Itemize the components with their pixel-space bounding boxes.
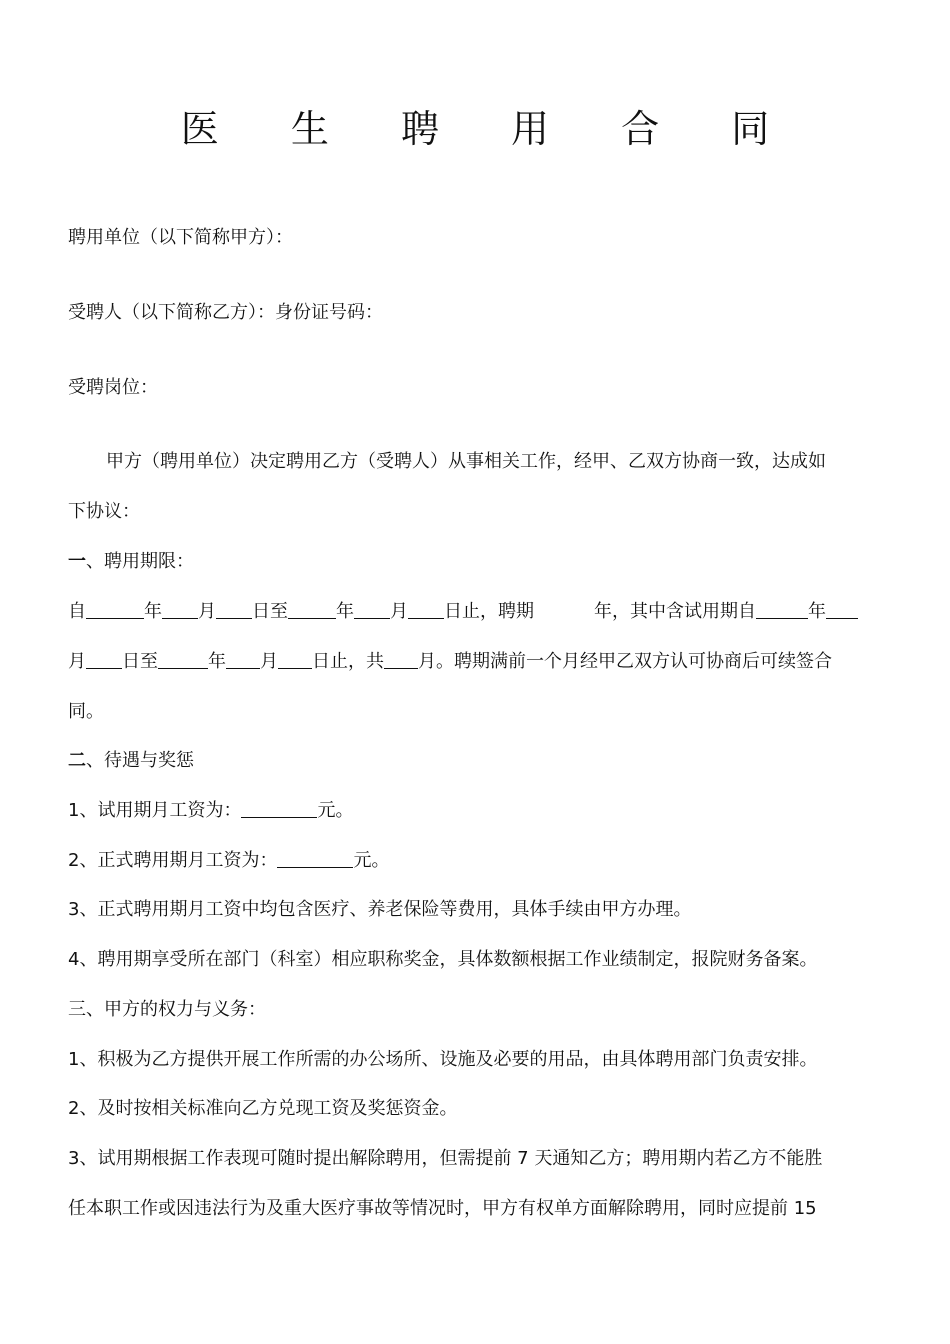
blank-field: [241, 799, 317, 818]
salary-formal-line: [68, 849, 389, 873]
term-text: 年: [208, 651, 226, 672]
term-text: 月。聘期满前一个月经甲乙双方认可协商后可续签合: [418, 651, 832, 672]
section-1-number: 一: [68, 551, 86, 572]
blank-field: [277, 849, 353, 868]
term-text: 年，其中含试用期自: [594, 601, 756, 622]
blank-field: [226, 650, 260, 669]
section-2-title: 、待遇与奖惩: [86, 750, 194, 771]
intro-line-2: 下协议：: [68, 501, 140, 522]
term-text: 日至: [122, 651, 158, 672]
employer-line: 聘用单位（以下简称甲方）：: [68, 227, 293, 248]
salary-probation-line: [68, 799, 353, 823]
salary-label: 1、试用期月工资为：: [68, 800, 242, 821]
salary-unit: 元。: [353, 850, 390, 871]
blank-field: [216, 600, 252, 619]
section-3-item-1: 1、积极为乙方提供开展工作所需的办公场所、设施及必要的用品，由具体聘用部门负责安排。: [68, 1049, 818, 1070]
blank-field: [826, 600, 858, 619]
blank-field: [278, 650, 312, 669]
term-text: 年: [144, 601, 162, 622]
blank-field: [86, 600, 144, 619]
term-line-2: [68, 650, 832, 674]
salary-unit: 元。: [317, 800, 354, 821]
section-2-item-3: 3、正式聘用期月工资中均包含医疗、养老保险等费用，具体手续由甲方办理。: [68, 899, 692, 920]
term-text: 月: [260, 651, 278, 672]
section-2-number: 二: [68, 750, 86, 771]
term-text: 日止，共: [312, 651, 384, 672]
term-text: 月: [390, 601, 408, 622]
page-title: 医 生 聘 用 合 同: [180, 107, 800, 151]
salary-label: 2、正式聘用期月工资为：: [68, 850, 278, 871]
term-text: 月: [68, 651, 86, 672]
blank-field: [354, 600, 390, 619]
blank-field: [86, 650, 122, 669]
employee-line: 受聘人（以下简称乙方）：身份证号码：: [68, 302, 383, 323]
term-text: 年: [808, 601, 826, 622]
blank-field: [288, 600, 336, 619]
section-2-heading: [68, 749, 194, 773]
term-text: 年: [336, 601, 354, 622]
blank-field: [756, 600, 808, 619]
section-2-item-4: 4、聘用期享受所在部门（科室）相应职称奖金，具体数额根据工作业绩制定，报院财务备案。: [68, 949, 818, 970]
section-3-item-2: 2、及时按相关标准向乙方兑现工资及奖惩资金。: [68, 1098, 458, 1119]
section-1-heading: [68, 550, 194, 574]
section-1-title: 、聘用期限：: [86, 551, 194, 572]
section-3-item-3-line-2: 任本职工作或因违法行为及重大医疗事故等情况时，甲方有权单方面解除聘用，同时应提前 15: [68, 1198, 817, 1219]
blank-field: [162, 600, 198, 619]
section-3-heading: 三、甲方的权力与义务：: [68, 999, 266, 1020]
term-line-3: 同。: [68, 701, 104, 722]
term-text: 自: [68, 601, 86, 622]
blank-field: [384, 650, 418, 669]
term-line-1: [68, 600, 858, 624]
term-text: 日止，聘期: [444, 601, 534, 622]
section-3-item-3-line-1: 3、试用期根据工作表现可随时提出解除聘用，但需提前 7 天通知乙方；聘用期内若乙方不能胜: [68, 1148, 823, 1169]
term-text: 日至: [252, 601, 288, 622]
position-line: 受聘岗位：: [68, 377, 158, 398]
intro-line-1: 甲方（聘用单位）决定聘用乙方（受聘人）从事相关工作，经甲、乙双方协商一致，达成如: [106, 451, 826, 472]
blank-field: [408, 600, 444, 619]
blank-field: [158, 650, 208, 669]
term-text: 月: [198, 601, 216, 622]
